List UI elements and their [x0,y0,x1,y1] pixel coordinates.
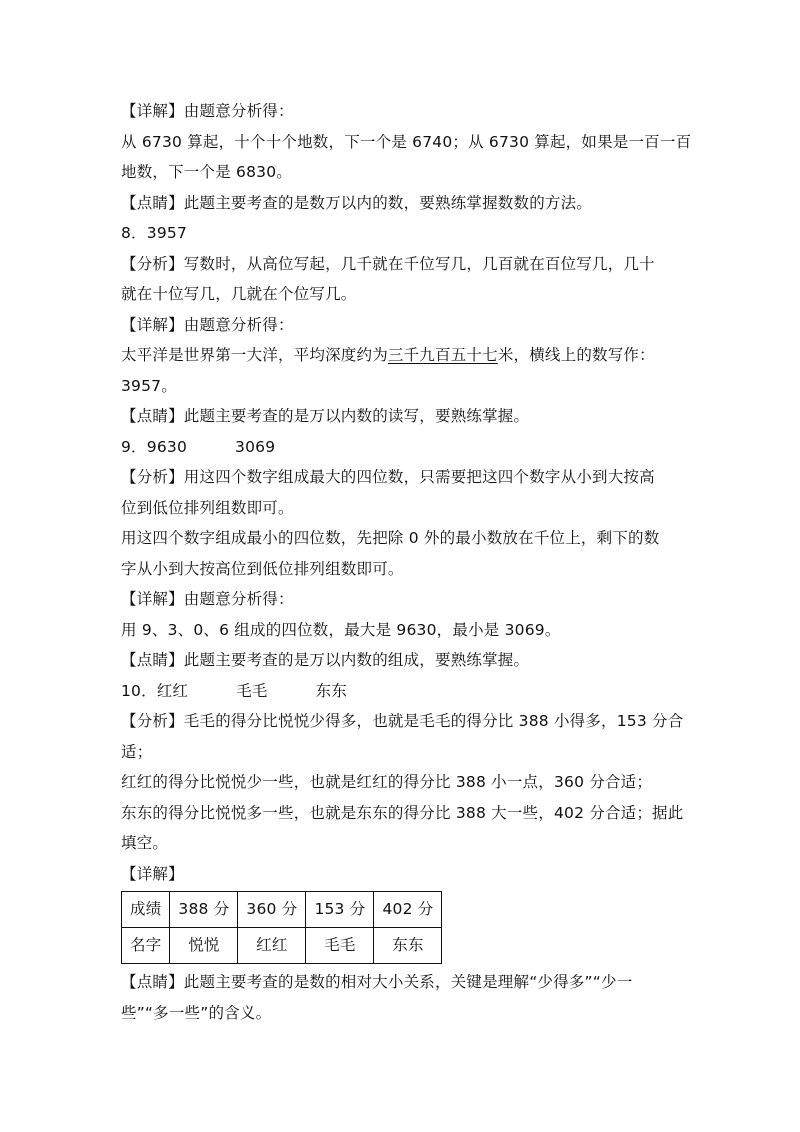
q8-detail-after: 米，横线上的数写作： [497,346,655,364]
table-cell: 悦悦 [170,928,238,964]
q9-analysis-line: 位到低位排列组数即可。 [121,498,294,517]
q10-analysis-line: 【分析】毛毛的得分比悦悦少得多，也就是毛毛的得分比 388 小得多，153 分合 [121,712,684,730]
q8-detail-line [121,340,681,371]
q10-detail-title: 【详解】 [121,864,184,883]
q8-detail-title: 【详解】由题意分析得： [121,315,294,334]
q10-analysis-line: 红红的得分比悦悦少一些，也就是红红的得分比 388 小一点，360 分合适； [121,773,653,791]
q9-analysis-line: 用这四个数字组成最小的四位数，先把除 0 外的最小数放在千位上，剩下的数 [121,529,660,547]
q10-analysis-line: 填空。 [121,834,169,852]
q9-detail-line: 用 9、3、0、6 组成的四位数，最大是 9630，最小是 3069。 [121,620,561,639]
q8-analysis-line: 就在十位写几，几就在个位写几。 [121,285,357,303]
q10-analysis-line: 东东的得分比悦悦多一些，也就是东东的得分比 388 大一些，402 分合适；据此 [121,803,684,822]
q7-comment: 【点睛】此题主要考查的是数万以内的数，要熟练掌握数数的方法。 [121,193,593,212]
q7-detail-line: 地数，下一个是 6830。 [121,163,292,181]
table-cell: 东东 [374,928,442,964]
table-cell: 153 分 [306,892,374,928]
q7-detail-line: 从 6730 算起，十个十个地数，下一个是 6740；从 6730 算起，如果是一百一百 [121,132,692,151]
q8-detail-line: 3957。 [121,376,177,395]
score-table [121,891,442,964]
table-cell: 402 分 [374,892,442,928]
q9-answer [121,432,681,463]
document-content [121,96,692,1028]
q8-analysis-line: 【分析】写数时，从高位写起，几千就在千位写几，几百就在百位写几，几十 [121,254,655,273]
q10-comment-line: 【点睛】此题主要考查的是数的相对大小关系，关键是理解“少得多”“少一 [121,973,633,991]
q10-answer-first: 10．红红 [121,681,189,700]
q10-answer-third: 东东 [315,681,348,700]
q7-detail-title: 【详解】由题意分析得： [121,102,294,120]
table-cell: 360 分 [238,892,306,928]
q8-answer: 8．3957 [121,224,188,242]
q8-underlined-number-words: 三千九百五十七 [387,346,498,364]
q10-comment-line: 些”“多一些”的含义。 [121,1003,272,1022]
table-cell: 红红 [238,928,306,964]
q9-comment: 【点睛】此题主要考查的是万以内数的组成，要熟练掌握。 [121,651,530,669]
table-cell: 名字 [122,928,170,964]
table-row [122,892,442,928]
table-cell: 毛毛 [306,928,374,964]
q9-answer-first: 9．9630 [121,437,188,456]
q8-detail-before: 太平洋是世界第一大洋，平均深度约为 [121,346,388,364]
table-row [122,928,442,964]
q8-comment: 【点睛】此题主要考查的是万以内数的读写，要熟练掌握。 [121,407,530,425]
table-cell: 成绩 [122,892,170,928]
q10-answer-second: 毛毛 [236,681,268,700]
table-cell: 388 分 [170,892,238,928]
q9-answer-second: 3069 [235,437,276,456]
q9-analysis-line: 【分析】用这四个数字组成最大的四位数，只需要把这四个数字从小到大按高 [121,468,655,486]
q9-detail-title: 【详解】由题意分析得： [121,590,294,608]
q10-analysis-line: 适； [121,742,153,761]
q9-analysis-line: 字从小到大按高位到低位排列组数即可。 [121,559,404,578]
q10-answer [121,676,681,707]
